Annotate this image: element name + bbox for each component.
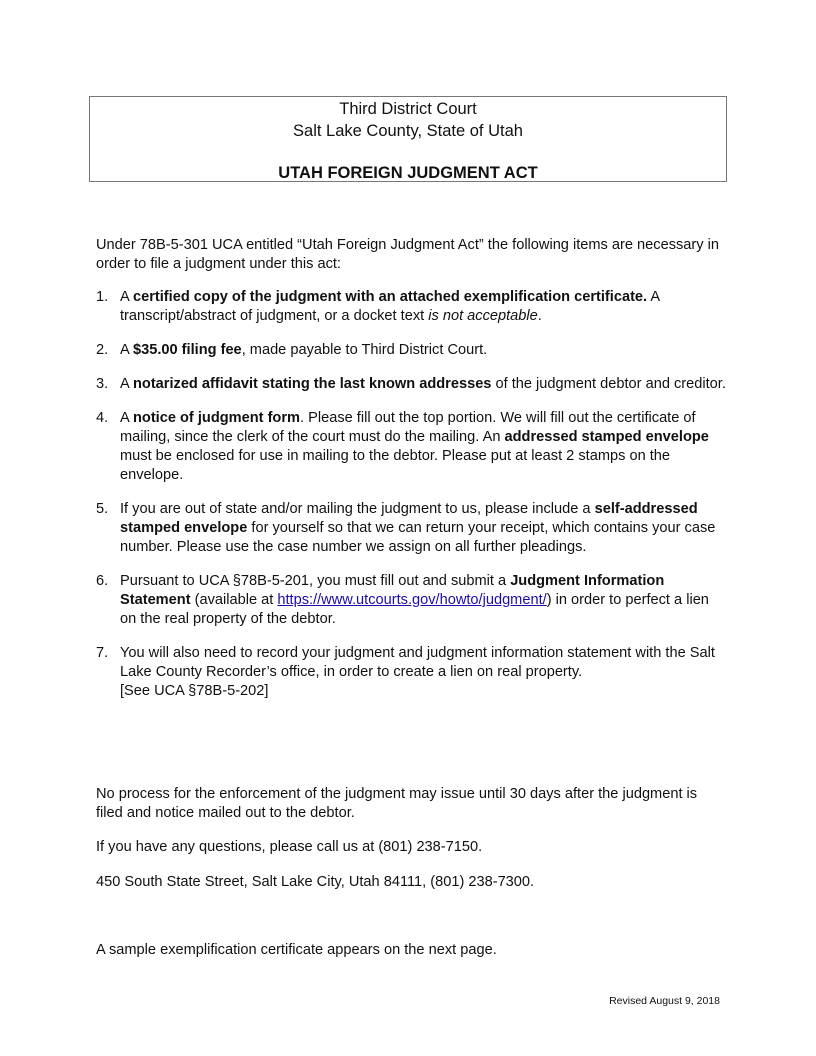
item-bold-text: Judgment Information Statement — [120, 573, 665, 608]
item-text: (available at — [190, 592, 278, 608]
header-box — [89, 96, 727, 182]
item-number: 4. — [96, 410, 109, 426]
item-text: You will also need to record your judgment and judgment information statement with the Salt Lake County Recorder’s office, in order to create a lien on real property. — [120, 645, 715, 680]
item-text: , made payable to Third District Court. — [241, 342, 488, 358]
item-number: 3. — [96, 376, 109, 392]
item-text: Pursuant to UCA §78B-5-201, you must fill out and submit a — [120, 573, 511, 589]
item-text: of the judgment debtor and creditor. — [491, 376, 726, 392]
item-number: 2. — [96, 342, 109, 358]
requirements-list — [96, 288, 726, 701]
list-item — [96, 288, 726, 326]
judgment-info-link[interactable]: https://www.utcourts.gov/howto/judgment/ — [277, 592, 547, 608]
item-text: must be enclosed for use in mailing to the debtor. Please put at least 2 stamps on the envelope. — [120, 448, 671, 483]
court-name: Third District Court — [339, 100, 477, 118]
item-text: A transcript/abstract of judgment, or a docket text — [120, 289, 660, 324]
item-bold-text: self-addressed stamped envelope — [120, 501, 698, 536]
item-bold-text: $35.00 filing fee — [132, 342, 242, 358]
item-bold-text: addressed stamped envelope — [504, 429, 709, 445]
item-number: 7. — [96, 645, 109, 661]
item-bold-text: notarized affidavit stating the last known addresses — [132, 376, 492, 392]
item-text: [See UCA §78B-5-202] — [120, 683, 269, 699]
list-item — [96, 500, 726, 557]
item-bold-text: certified copy of the judgment with an attached exemplification certificate. — [132, 289, 648, 305]
sample-note: A sample exemplification certificate appears on the next page. — [96, 942, 497, 958]
list-item — [96, 409, 726, 485]
item-text: . — [537, 308, 542, 324]
list-item — [96, 375, 726, 394]
item-text: for yourself so that we can return your receipt, which contains your case number. Please use the case number we assign on all further pleadings. — [120, 520, 716, 555]
page-title: UTAH FOREIGN JUDGMENT ACT — [278, 164, 538, 182]
item-text: A — [120, 410, 133, 426]
item-number: 6. — [96, 573, 109, 589]
list-item — [96, 572, 726, 629]
item-text: . Please fill out the top portion. We will fill out the certificate of mailing, since the clerk of the court must do the mailing. An — [120, 410, 696, 445]
list-item — [96, 644, 726, 701]
item-italic-text: is not acceptable — [428, 308, 538, 324]
item-text: A — [120, 342, 133, 358]
item-text: A — [120, 289, 133, 305]
item-bold-text: notice of judgment form — [132, 410, 300, 426]
item-text: ) in order to perfect a lien on the real property of the debtor. — [120, 592, 709, 627]
enforcement-paragraph: No process for the enforcement of the judgment may issue until 30 days after the judgment is filed and notice mailed out to the debtor. — [96, 786, 698, 821]
item-number: 1. — [96, 289, 109, 305]
item-number: 5. — [96, 501, 109, 517]
address-paragraph: 450 South State Street, Salt Lake City, Utah 84111, (801) 238-7300. — [96, 874, 535, 890]
questions-paragraph: If you have any questions, please call us at (801) 238-7150. — [96, 839, 483, 855]
revised-date: Revised August 9, 2018 — [609, 995, 720, 1007]
intro-paragraph: Under 78B-5-301 UCA entitled “Utah Foreign Judgment Act” the following items are necessary in order to file a judgment under this act: — [96, 237, 719, 272]
item-text: A — [120, 376, 133, 392]
item-text: If you are out of state and/or mailing the judgment to us, please include a — [120, 501, 595, 517]
list-item — [96, 341, 726, 360]
county-name: Salt Lake County, State of Utah — [293, 122, 523, 140]
